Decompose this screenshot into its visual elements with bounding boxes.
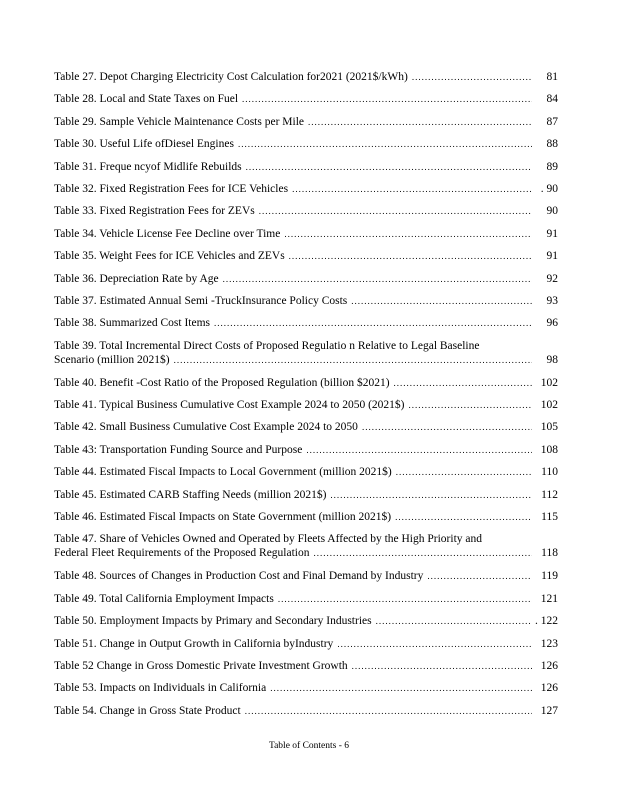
page-number: 115: [541, 511, 558, 524]
entry-label: Table 50. Employment Impacts by Primary and Secondary Industries: [54, 615, 372, 628]
toc-entry[interactable]: [54, 681, 558, 703]
dot-leader: [352, 659, 532, 673]
toc-entry[interactable]: [54, 376, 558, 398]
dot-leader: [238, 137, 532, 151]
toc-entry[interactable]: [54, 204, 558, 226]
page-number: 126: [540, 682, 558, 695]
page-number: 88: [546, 138, 558, 151]
entry-label-first-line: Table 47. Share of Vehicles Owned and Operated by Fleets Affected by the High Priority and: [54, 533, 482, 546]
page-number: 126: [540, 659, 558, 672]
entry-label: Scenario (million 2021$): [54, 353, 170, 366]
page-number: 92: [546, 272, 558, 285]
entry-label: Table 42. Small Business Cumulative Cost Example 2024 to 2050: [54, 421, 358, 434]
toc-entry[interactable]: [54, 592, 558, 614]
page-number: . 90: [540, 182, 558, 195]
dot-leader: [214, 316, 532, 330]
dot-leader: [270, 681, 532, 695]
dot-leader: [245, 704, 532, 718]
page-number: 93: [546, 294, 558, 307]
toc-entry[interactable]: [54, 272, 558, 294]
toc-entry[interactable]: [54, 249, 558, 271]
toc-entry[interactable]: [54, 488, 558, 510]
dot-leader: [330, 488, 532, 502]
dot-leader: [306, 443, 532, 457]
entry-label: Table 35. Weight Fees for ICE Vehicles and ZEVs: [54, 250, 285, 263]
dot-leader: [337, 637, 532, 651]
dot-leader: [246, 160, 532, 174]
dot-leader: [412, 70, 532, 84]
entry-label: Table 43: Transportation Funding Source and Purpose: [54, 443, 303, 456]
page-number: 91: [546, 250, 558, 263]
dot-leader: [351, 294, 532, 308]
dot-leader: [278, 592, 532, 606]
page-number: 91: [546, 227, 558, 240]
page-number: 110: [541, 466, 558, 479]
entry-label: Table 44. Estimated Fiscal Impacts to Local Government (million 2021$): [54, 466, 392, 479]
entry-label: Table 41. Typical Business Cumulative Cost Example 2024 to 2050 (2021$): [54, 399, 405, 412]
entry-label: Table 28. Local and State Taxes on Fuel: [54, 93, 239, 106]
page-number: 102: [540, 399, 558, 412]
entry-label: Table 32. Fixed Registration Fees for ICE Vehicles: [54, 182, 289, 195]
page-number: 121: [540, 592, 558, 605]
dot-leader: [314, 546, 533, 560]
dot-leader: [396, 465, 532, 479]
entry-label: Table 54. Change in Gross State Product: [54, 704, 241, 717]
toc-entry[interactable]: [54, 160, 558, 182]
entry-label: Federal Fleet Requirements of the Proposed Regulation: [54, 547, 310, 560]
entry-label: Table 53. Impacts on Individuals in California: [54, 682, 267, 695]
dot-leader: [409, 398, 533, 412]
entry-label: Table 48. Sources of Changes in Production Cost and Final Demand by Industry: [54, 570, 424, 583]
page-number: 118: [541, 547, 558, 560]
entry-label: Table 51. Change in Output Growth in California byIndustry: [54, 637, 334, 650]
toc-entry[interactable]: [54, 339, 558, 376]
page-number: 108: [540, 443, 558, 456]
toc-entry[interactable]: [54, 227, 558, 249]
entry-label: Table 33. Fixed Registration Fees for ZEVs: [54, 205, 255, 218]
entry-label: Table 34. Vehicle License Fee Decline over Time: [54, 227, 281, 240]
dot-leader: [308, 115, 532, 129]
page-number: 96: [546, 317, 558, 330]
entry-label-first-line: Table 39. Total Incremental Direct Costs of Proposed Regulatio n Relative to Legal Baseline: [54, 339, 480, 352]
page-number: 112: [541, 488, 558, 501]
page-number: 90: [546, 205, 558, 218]
toc-entry[interactable]: [54, 569, 558, 591]
page-number: 81: [546, 71, 558, 83]
dot-leader: [289, 249, 532, 263]
entry-label: Table 36. Depreciation Rate by Age: [54, 272, 219, 285]
toc-entry[interactable]: [54, 637, 558, 659]
toc-entry[interactable]: [54, 316, 558, 338]
toc-entry[interactable]: [54, 510, 558, 532]
toc-entry[interactable]: [54, 182, 558, 204]
entry-label: Table 40. Benefit -Cost Ratio of the Proposed Regulation (billion $2021): [54, 376, 390, 389]
entry-label: Table 46. Estimated Fiscal Impacts on State Government (million 2021$): [54, 511, 392, 524]
entry-label: Table 38. Summarized Cost Items: [54, 317, 211, 330]
toc-entry[interactable]: [54, 614, 558, 636]
dot-leader: [292, 182, 532, 196]
toc-entry[interactable]: [54, 465, 558, 487]
page-footer: Table of Contents - 6: [268, 741, 350, 751]
entry-label: Table 30. Useful Life ofDiesel Engines: [54, 138, 234, 151]
page-number: 123: [540, 637, 558, 650]
page-number: 119: [541, 570, 558, 583]
dot-leader: [395, 510, 532, 524]
page-number: 87: [546, 115, 558, 128]
dot-leader: [259, 204, 532, 218]
dot-leader: [427, 569, 532, 583]
entry-label: Table 37. Estimated Annual Semi -TruckInsurance Policy Costs: [54, 294, 348, 307]
toc-entry[interactable]: [54, 70, 558, 92]
entry-label: Table 52 Change in Gross Domestic Private Investment Growth: [54, 659, 348, 672]
page-number: 89: [546, 160, 558, 173]
toc-entry[interactable]: [54, 420, 558, 442]
toc-entry[interactable]: [54, 704, 558, 726]
toc-entry[interactable]: [54, 137, 558, 159]
toc-entry[interactable]: [54, 92, 558, 114]
entry-label: Table 27. Depot Charging Electricity Cost Calculation for2021 (2021$/kWh): [54, 71, 408, 83]
page-number: 102: [540, 376, 558, 389]
dot-leader: [174, 353, 532, 367]
page-number: 127: [540, 704, 558, 717]
dot-leader: [284, 227, 532, 241]
page-number: 84: [546, 93, 558, 106]
page-number: . 122: [535, 615, 558, 628]
toc-entry[interactable]: [54, 294, 558, 316]
entry-label: Table 31. Freque ncyof Midlife Rebuilds: [54, 160, 242, 173]
dot-leader: [223, 272, 532, 286]
toc-entry[interactable]: [54, 532, 558, 569]
entry-label: Table 49. Total California Employment Impacts: [54, 592, 274, 605]
page-number: 105: [540, 421, 558, 434]
toc-entry[interactable]: [54, 115, 558, 137]
page-number: 98: [546, 353, 558, 366]
toc-entry[interactable]: [54, 398, 558, 420]
dot-leader: [362, 420, 532, 434]
entry-label: Table 29. Sample Vehicle Maintenance Costs per Mile: [54, 115, 305, 128]
toc-entry[interactable]: [54, 659, 558, 681]
table-of-contents: [54, 70, 558, 726]
dot-leader: [394, 376, 532, 390]
dot-leader: [376, 614, 531, 628]
toc-entry[interactable]: [54, 443, 558, 465]
dot-leader: [242, 92, 532, 106]
entry-label: Table 45. Estimated CARB Staffing Needs (million 2021$): [54, 488, 327, 501]
